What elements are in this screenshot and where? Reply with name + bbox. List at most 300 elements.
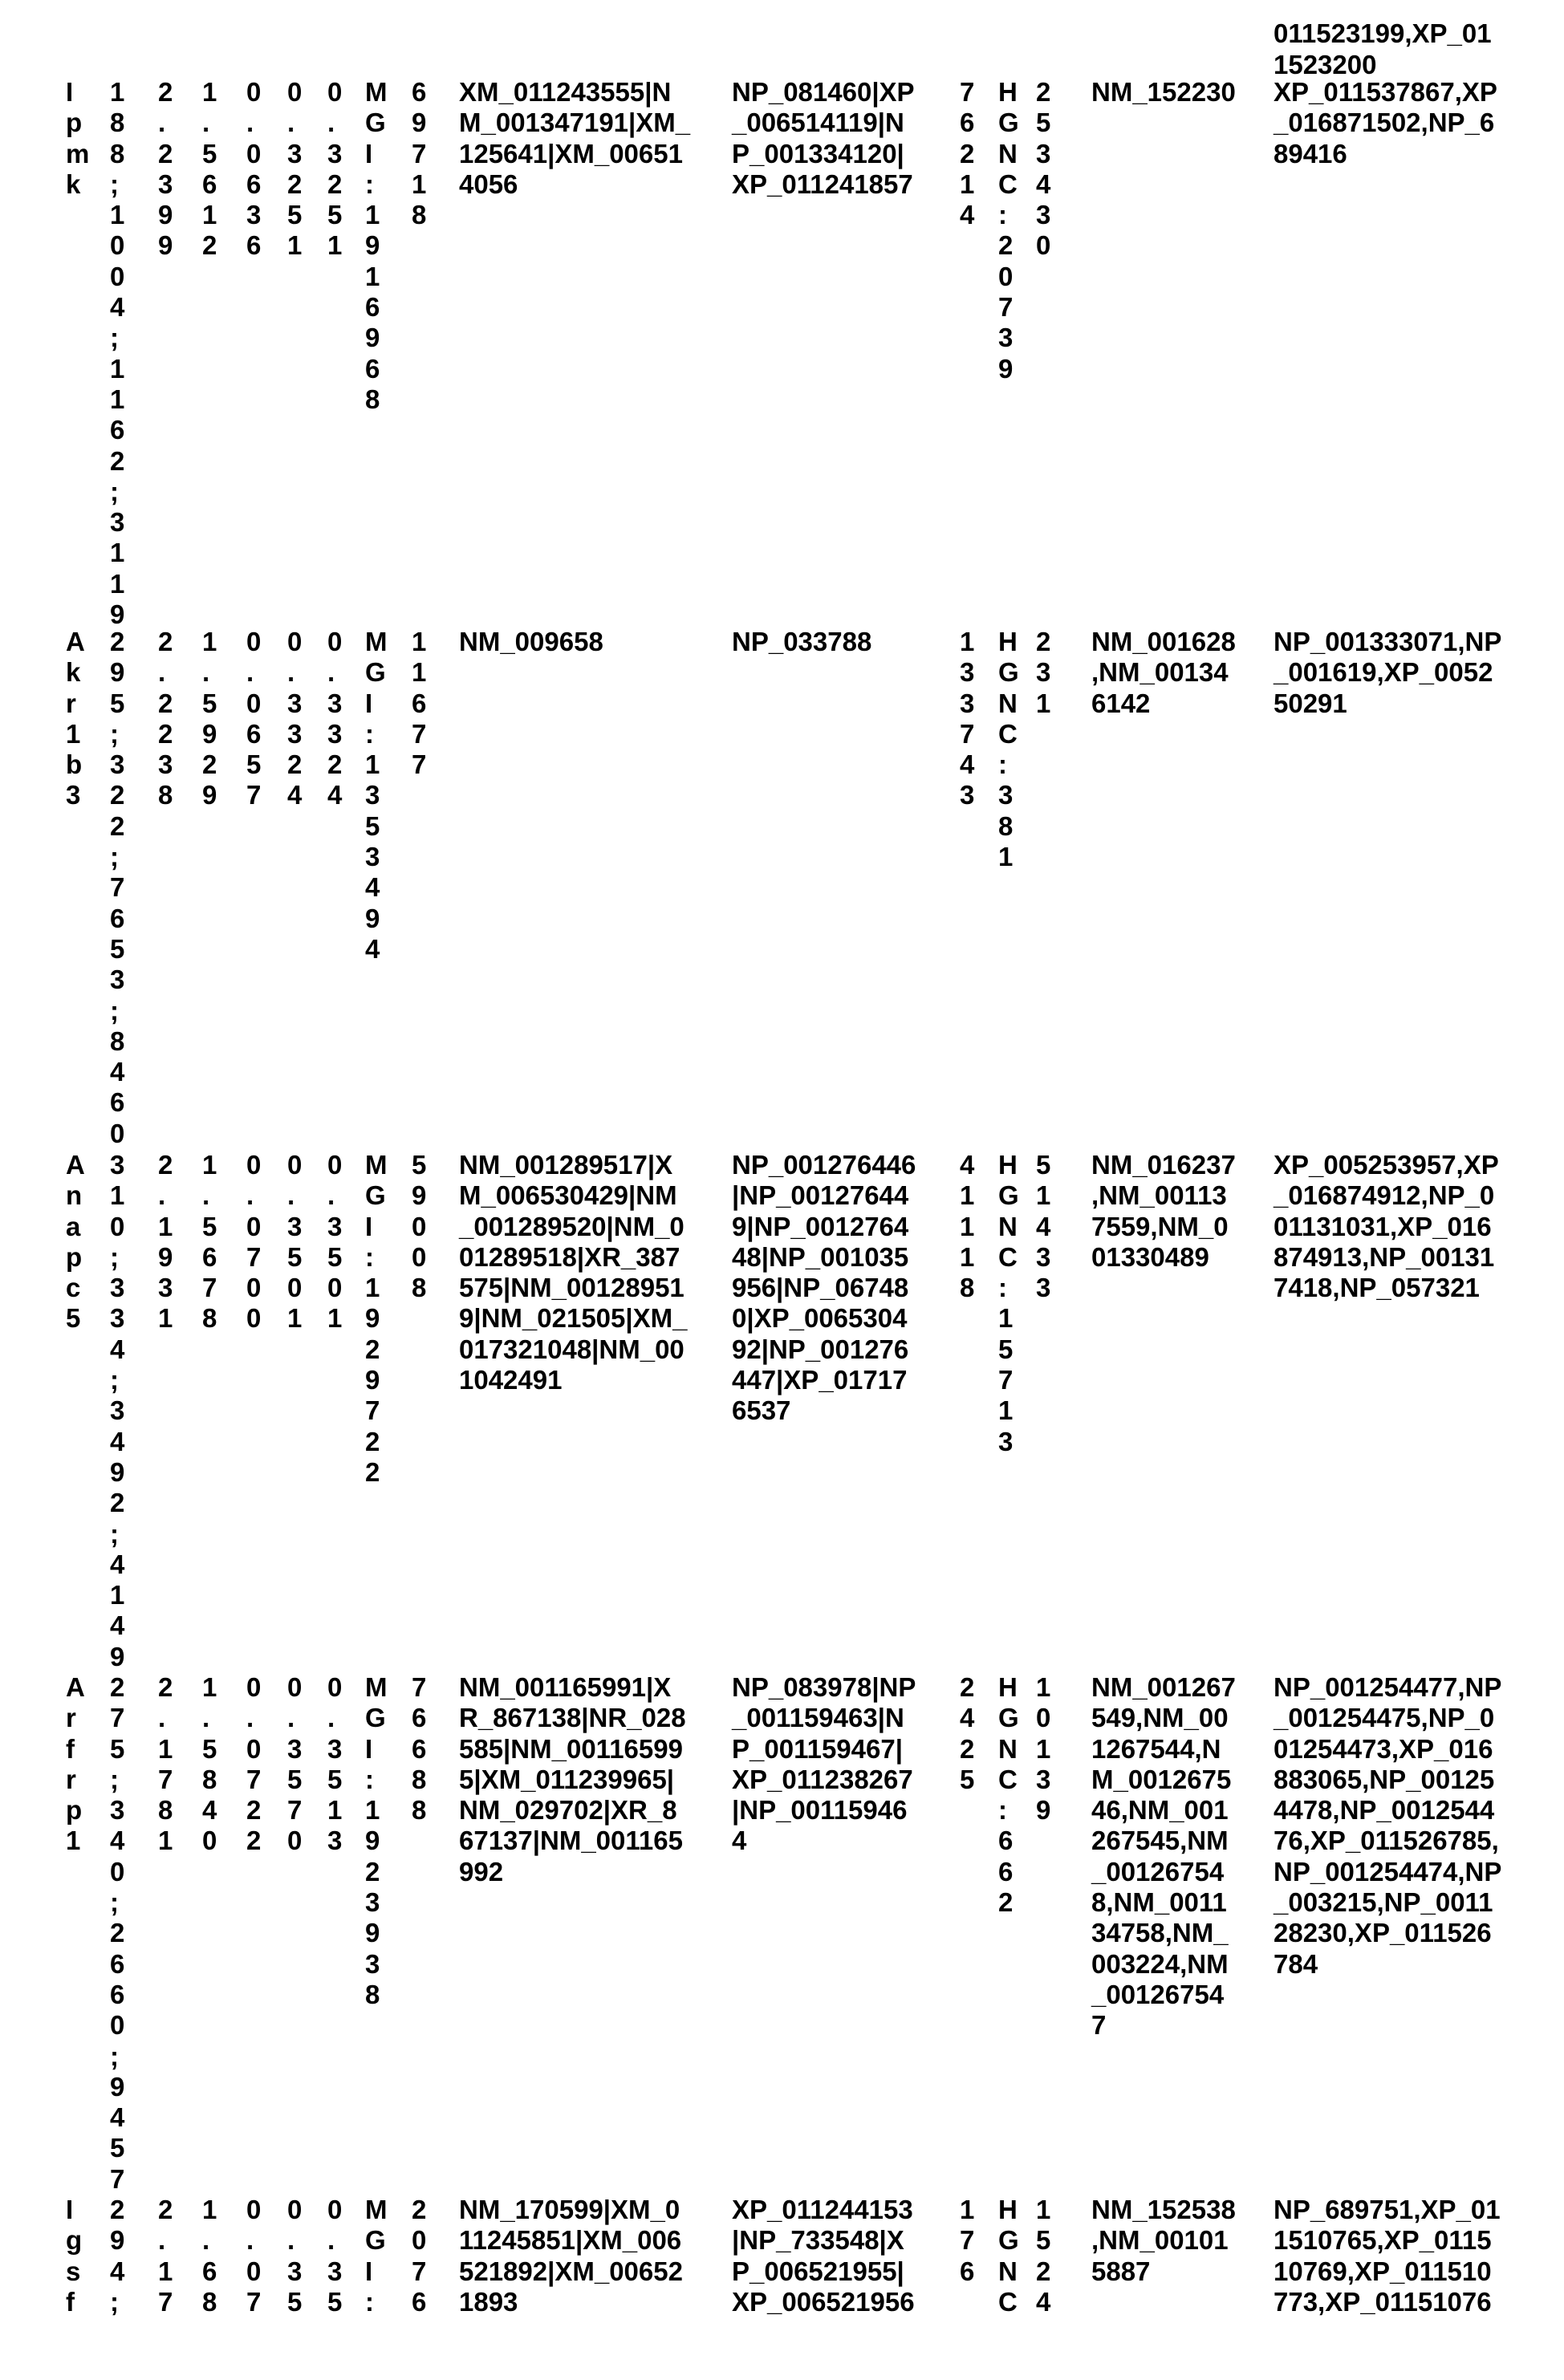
cell-line: G xyxy=(998,2225,1019,2256)
cell-human-proteins xyxy=(1274,0,1492,80)
cell-transcript-ids xyxy=(459,77,690,200)
cell-line: 0 xyxy=(246,1672,262,1702)
cell-line: 4 xyxy=(110,2256,125,2286)
cell-line: 7 xyxy=(412,138,427,169)
cell-line: 1 xyxy=(1036,1733,1051,1764)
cell-line: 3 xyxy=(327,688,343,718)
cell-line: 0 xyxy=(246,1733,262,1764)
cell-line: 7 xyxy=(960,718,975,749)
cell-line: 6 xyxy=(365,292,380,323)
cell-line: 549,NM_00 xyxy=(1091,1703,1229,1733)
cell-line: 5 xyxy=(1036,2225,1051,2256)
cell-line: 9 xyxy=(158,1241,173,1272)
cell-human-entrez-id xyxy=(1036,2195,1050,2317)
cell-line: _001254475,NP_0 xyxy=(1274,1703,1495,1733)
cell-line: NP_001254474,NP xyxy=(1274,1856,1502,1887)
cell-line: R_867138|NR_028 xyxy=(459,1703,686,1733)
cell-line: . xyxy=(202,1180,210,1211)
cell-line: . xyxy=(202,657,210,688)
cell-line: 5|XM_011239965| xyxy=(459,1764,675,1794)
cell-entrez-id xyxy=(412,627,426,780)
cell-line: m xyxy=(66,138,90,169)
cell-line: k xyxy=(66,657,81,688)
cell-line: 2 xyxy=(1036,627,1051,656)
cell-line: 50291 xyxy=(1274,688,1347,718)
cell-line: 0 xyxy=(327,1273,343,1303)
cell-line: ; xyxy=(110,842,119,872)
cell-line: 4 xyxy=(960,200,975,230)
cell-human-transcripts xyxy=(1091,627,1236,719)
cell-line: 2 xyxy=(960,1733,975,1764)
cell-line: . xyxy=(287,1180,295,1211)
cell-line: 8 xyxy=(412,1795,427,1826)
cell-line: 3 xyxy=(327,2256,343,2286)
cell-line: M_001347191|XM_ xyxy=(459,108,691,138)
cell-line: 2 xyxy=(110,810,125,841)
cell-human-transcripts xyxy=(1091,77,1236,108)
cell-line: 4 xyxy=(365,933,380,964)
cell-line: I xyxy=(365,2256,373,2286)
cell-line: 575|NM_00128951 xyxy=(459,1273,685,1303)
cell-line: 3 xyxy=(365,842,380,872)
cell-line: 2 xyxy=(327,749,343,780)
cell-value-a xyxy=(158,2195,173,2317)
cell-transcript-ids xyxy=(459,1150,687,1395)
cell-line: 3 xyxy=(287,718,303,749)
cell-line: 3 xyxy=(110,1303,125,1334)
cell-human-transcripts xyxy=(1091,1150,1236,1273)
cell-line: 0 xyxy=(110,230,125,261)
cell-line: 1510765,XP_0115 xyxy=(1274,2225,1492,2256)
cell-line: _001619,XP_0052 xyxy=(1274,657,1493,688)
cell-line: 9 xyxy=(110,1641,125,1671)
cell-line: 2 xyxy=(246,1795,262,1826)
cell-line: M_006530429|NM xyxy=(459,1180,677,1211)
cell-line: 1 xyxy=(202,1150,217,1180)
cell-line: : xyxy=(365,1764,374,1794)
cell-line: N xyxy=(998,1211,1018,1241)
cell-line: 1 xyxy=(1036,688,1051,718)
cell-line: g xyxy=(66,2225,83,2256)
cell-line: 0 xyxy=(287,2195,303,2224)
cell-line: N xyxy=(998,1733,1018,1764)
cell-line: 1 xyxy=(158,1826,173,1856)
cell-line: ,NM_00113 xyxy=(1091,1180,1227,1211)
cell-line: 2 xyxy=(110,445,125,476)
cell-line: _001159463|N xyxy=(732,1703,904,1733)
cell-line: 2 xyxy=(1036,77,1051,107)
cell-line: 3 xyxy=(1036,1764,1051,1794)
cell-line: 3 xyxy=(327,138,343,169)
cell-entrez-id xyxy=(412,77,426,230)
cell-line: P_001334120| xyxy=(732,138,904,169)
cell-line: c xyxy=(66,1273,81,1303)
cell-line: 0 xyxy=(287,1273,303,1303)
cell-mgi-id xyxy=(365,2195,388,2317)
cell-line: 6537 xyxy=(732,1395,791,1426)
cell-line: 5 xyxy=(202,688,217,718)
cell-line: 0 xyxy=(110,1856,125,1887)
cell-line: 1 xyxy=(202,77,217,107)
cell-line: 017321048|NM_00 xyxy=(459,1334,685,1364)
cell-line: 7 xyxy=(246,780,262,810)
cell-line: 3 xyxy=(110,749,125,780)
cell-line: 11245851|XM_006 xyxy=(459,2225,682,2256)
cell-mgi-id xyxy=(365,1672,388,2010)
cell-line: 956|NP_06748 xyxy=(732,1273,909,1303)
cell-line: 5 xyxy=(365,810,380,841)
cell-line: 7 xyxy=(998,1365,1014,1395)
cell-hgnc-id xyxy=(998,2195,1019,2317)
cell-line: 6 xyxy=(412,2286,427,2317)
cell-line: 9 xyxy=(158,230,173,261)
cell-line: 0 xyxy=(287,627,303,656)
cell-line: 4 xyxy=(110,1549,125,1579)
cell-ids xyxy=(110,2195,124,2317)
cell-line: 5887 xyxy=(1091,2256,1151,2286)
cell-line: 2 xyxy=(365,1456,380,1487)
cell-line: . xyxy=(327,108,335,138)
cell-value-b xyxy=(202,2195,217,2317)
cell-line: 6 xyxy=(202,1241,217,1272)
cell-line: : xyxy=(365,2286,374,2317)
cell-gene-symbol xyxy=(66,2195,82,2317)
cell-line: 1 xyxy=(66,1826,81,1856)
cell-homolog-id xyxy=(960,1150,974,1303)
cell-line: 125641|XM_00651 xyxy=(459,138,683,169)
cell-line: 8 xyxy=(365,1979,380,2009)
cell-line: 3 xyxy=(110,507,125,538)
cell-line: 1 xyxy=(365,261,380,291)
cell-line: 6142 xyxy=(1091,688,1151,718)
cell-line: _003215,NP_0011 xyxy=(1274,1887,1493,1918)
cell-line: C xyxy=(998,1241,1018,1272)
cell-line: 2 xyxy=(110,1672,125,1702)
cell-human-entrez-id xyxy=(1036,1150,1050,1303)
cell-line: a xyxy=(66,1211,81,1241)
cell-line: 1 xyxy=(1036,1180,1051,1211)
cell-line: : xyxy=(998,1273,1007,1303)
cell-line: XP_011537867,XP xyxy=(1274,77,1497,107)
cell-line: 46,NM_001 xyxy=(1091,1795,1229,1826)
cell-line: M xyxy=(365,627,388,656)
cell-entrez-id xyxy=(412,1672,426,1826)
cell-line: _001289520|NM_0 xyxy=(459,1211,685,1241)
cell-line: 0 xyxy=(327,1672,343,1702)
cell-line: 3 xyxy=(327,1211,343,1241)
cell-line: 883065,NP_00125 xyxy=(1274,1764,1495,1794)
cell-protein-ids xyxy=(732,1672,916,1857)
cell-value-b xyxy=(202,627,217,811)
cell-line: 0 xyxy=(246,2256,262,2286)
cell-line: 3 xyxy=(287,1733,303,1764)
cell-gene-symbol xyxy=(66,1672,85,1857)
cell-line: 2 xyxy=(287,169,303,199)
cell-line: 28230,XP_011526 xyxy=(1274,1918,1492,1948)
cell-line: 0 xyxy=(287,77,303,107)
cell-line: 9 xyxy=(110,2071,125,2102)
cell-line: 0 xyxy=(246,2195,262,2224)
cell-line: 1 xyxy=(365,1795,380,1826)
cell-line: G xyxy=(998,1180,1019,1211)
cell-line: NP_033788 xyxy=(732,627,872,656)
cell-line: 2 xyxy=(246,1826,262,1856)
cell-line: 6 xyxy=(412,1703,427,1733)
cell-line: NP_083978|NP xyxy=(732,1672,916,1702)
cell-line: . xyxy=(202,1703,210,1733)
cell-line: 7 xyxy=(158,2286,173,2317)
cell-value-a xyxy=(158,1672,173,1857)
cell-line: 5 xyxy=(202,1733,217,1764)
cell-line: 3 xyxy=(998,780,1014,810)
cell-line: 1 xyxy=(412,657,427,688)
cell-line: 5 xyxy=(110,933,125,964)
cell-line: 1 xyxy=(110,1180,125,1211)
cell-line: 0 xyxy=(246,1273,262,1303)
cell-line: 7 xyxy=(246,1241,262,1272)
cell-line: A xyxy=(66,1150,85,1180)
cell-line: 3 xyxy=(327,1733,343,1764)
cell-value-e xyxy=(327,627,342,811)
cell-line: 1 xyxy=(960,1241,975,1272)
cell-line: C xyxy=(998,718,1018,749)
cell-line: NM_170599|XM_0 xyxy=(459,2195,680,2224)
cell-line: _00126754 xyxy=(1091,1979,1225,2009)
cell-line: ; xyxy=(110,169,119,199)
cell-ids xyxy=(110,1150,124,1672)
cell-value-e xyxy=(327,2195,342,2317)
cell-value-a xyxy=(158,627,173,811)
cell-line: G xyxy=(998,657,1019,688)
cell-line: . xyxy=(287,1703,295,1733)
cell-line: XP_011238267 xyxy=(732,1764,913,1794)
cell-line: 6 xyxy=(365,353,380,384)
cell-line: N xyxy=(998,2256,1018,2286)
cell-transcript-ids xyxy=(459,627,603,657)
cell-line: 6 xyxy=(960,2256,975,2286)
cell-line: G xyxy=(365,1703,386,1733)
cell-line: ; xyxy=(110,1365,119,1395)
cell-line: 5 xyxy=(110,2133,125,2163)
cell-line: M xyxy=(365,77,388,107)
cell-line: 5 xyxy=(246,749,262,780)
cell-line: 1 xyxy=(110,77,125,107)
cell-hgnc-id xyxy=(998,627,1019,872)
cell-line: ; xyxy=(110,1518,119,1549)
cell-line: 5 xyxy=(110,688,125,718)
cell-line: 1 xyxy=(110,353,125,384)
cell-line: 3 xyxy=(287,138,303,169)
cell-line: 0 xyxy=(246,1150,262,1180)
cell-line: NM_001165991|X xyxy=(459,1672,672,1702)
cell-value-b xyxy=(202,1672,217,1857)
cell-value-d xyxy=(287,627,302,811)
cell-line: 1 xyxy=(365,749,380,780)
cell-line: s xyxy=(66,2256,81,2286)
cell-line: 8 xyxy=(110,1026,125,1056)
cell-line: 01289518|XR_387 xyxy=(459,1241,680,1272)
cell-line: . xyxy=(246,2225,254,2256)
cell-line: 1 xyxy=(66,718,81,749)
cell-line: 2 xyxy=(110,780,125,810)
cell-line: 1 xyxy=(960,1180,975,1211)
cell-line: H xyxy=(998,2195,1018,2224)
cell-line: 9 xyxy=(365,1365,380,1395)
cell-line: 9 xyxy=(998,353,1014,384)
cell-line: 5 xyxy=(960,1764,975,1794)
cell-line: 3 xyxy=(327,1826,343,1856)
cell-line: . xyxy=(327,2225,335,2256)
cell-line: 9 xyxy=(365,323,380,353)
cell-line: r xyxy=(66,1764,76,1794)
cell-value-d xyxy=(287,1150,302,1334)
cell-line: 7559,NM_0 xyxy=(1091,1211,1229,1241)
cell-line: 0 xyxy=(246,77,262,107)
cell-line: 8 xyxy=(960,1273,975,1303)
cell-line: k xyxy=(66,169,81,199)
cell-line: 1 xyxy=(998,1303,1014,1334)
cell-line: 874913,NP_00131 xyxy=(1274,1241,1495,1272)
cell-line: 1 xyxy=(158,1211,173,1241)
cell-line: P_006521955| xyxy=(732,2256,904,2286)
cell-ids xyxy=(110,1672,124,2195)
cell-line: 1 xyxy=(110,1580,125,1610)
cell-human-entrez-id xyxy=(1036,627,1050,719)
cell-line: 1 xyxy=(327,1303,343,1334)
cell-line: 2 xyxy=(365,1334,380,1364)
cell-line: 76,XP_011526785, xyxy=(1274,1826,1499,1856)
cell-line: H xyxy=(998,627,1018,656)
cell-line: 5 xyxy=(327,1764,343,1794)
cell-line: 1 xyxy=(998,842,1014,872)
cell-line: M_0012675 xyxy=(1091,1764,1232,1794)
cell-line: XM_011243555|N xyxy=(459,77,672,107)
cell-line: 1 xyxy=(1036,2195,1051,2224)
cell-line: |NP_733548|X xyxy=(732,2225,904,2256)
cell-line: 8 xyxy=(158,780,173,810)
cell-protein-ids xyxy=(732,627,871,657)
cell-line: 7 xyxy=(960,77,975,107)
cell-line: ; xyxy=(110,2286,119,2317)
cell-line: 1 xyxy=(960,627,975,656)
cell-line: 3 xyxy=(365,1948,380,1979)
cell-line: 1 xyxy=(202,2195,217,2224)
cell-human-proteins xyxy=(1274,627,1501,719)
cell-line: 7 xyxy=(412,2256,427,2286)
cell-line: C xyxy=(998,1764,1018,1794)
cell-value-c xyxy=(246,1150,261,1334)
cell-line: f xyxy=(66,1733,75,1764)
cell-line: 9 xyxy=(412,1180,427,1211)
cell-line: 3 xyxy=(158,169,173,199)
cell-line: 9 xyxy=(110,2225,125,2256)
cell-line: 5 xyxy=(110,1733,125,1764)
cell-line: 6 xyxy=(202,169,217,199)
cell-line: XP_011241857 xyxy=(732,169,913,199)
cell-line: 3 xyxy=(158,1273,173,1303)
cell-line: p xyxy=(66,1241,83,1272)
cell-line: 3 xyxy=(158,749,173,780)
cell-line: 1893 xyxy=(459,2286,518,2317)
cell-line: 2 xyxy=(998,230,1014,261)
cell-value-d xyxy=(287,2195,302,2317)
cell-line: G xyxy=(365,657,386,688)
cell-line: 9 xyxy=(412,108,427,138)
cell-line: 1 xyxy=(412,627,427,656)
cell-line: : xyxy=(998,749,1007,780)
cell-line: 1 xyxy=(960,169,975,199)
cell-line: 0 xyxy=(327,77,343,107)
cell-line: 773,XP_01151076 xyxy=(1274,2286,1492,2317)
cell-line: 2 xyxy=(412,2195,427,2224)
cell-line: n xyxy=(66,1180,83,1211)
cell-hgnc-id xyxy=(998,1150,1019,1457)
cell-line: 1 xyxy=(110,538,125,568)
cell-line: 5 xyxy=(287,1764,303,1794)
cell-line: 3 xyxy=(246,200,262,230)
cell-line: M xyxy=(365,1150,388,1180)
cell-line: 0 xyxy=(246,1211,262,1241)
cell-line: 5 xyxy=(202,1211,217,1241)
cell-line: 5 xyxy=(1036,1150,1051,1180)
cell-line: 4 xyxy=(960,749,975,780)
cell-line: ; xyxy=(110,2041,119,2071)
cell-line: . xyxy=(287,2225,295,2256)
cell-value-a xyxy=(158,77,173,262)
cell-line: 6 xyxy=(412,1733,427,1764)
cell-line: 2 xyxy=(202,749,217,780)
cell-line: . xyxy=(246,1180,254,1211)
cell-line: 4 xyxy=(110,1610,125,1641)
cell-line: 0 xyxy=(998,261,1014,291)
cell-line: . xyxy=(246,657,254,688)
cell-line: 6 xyxy=(998,1826,1014,1856)
cell-line: 5 xyxy=(287,1241,303,1272)
cell-line: NM_009658 xyxy=(459,627,603,656)
cell-line: 5 xyxy=(202,138,217,169)
cell-mgi-id xyxy=(365,627,388,965)
cell-line: 8 xyxy=(998,810,1014,841)
cell-line: 585|NM_00116599 xyxy=(459,1733,683,1764)
cell-line: 67137|NM_001165 xyxy=(459,1826,683,1856)
cell-line: 1 xyxy=(110,200,125,230)
cell-line: 2 xyxy=(158,1150,173,1180)
cell-line: 7 xyxy=(202,1273,217,1303)
cell-homolog-id xyxy=(960,627,974,811)
cell-line: 0 xyxy=(1036,230,1051,261)
cell-line: : xyxy=(365,1241,374,1272)
cell-line: 6 xyxy=(246,169,262,199)
cell-line: 6 xyxy=(960,108,975,138)
cell-line: 9 xyxy=(110,1456,125,1487)
cell-homolog-id xyxy=(960,1672,974,1795)
cell-line: G xyxy=(365,2225,386,2256)
cell-line: NM_029702|XR_8 xyxy=(459,1795,677,1826)
cell-line: 0 xyxy=(110,2010,125,2041)
cell-line: I xyxy=(66,2195,74,2224)
cell-line: 8 xyxy=(412,1273,427,1303)
cell-entrez-id xyxy=(412,2195,426,2317)
cell-line: 2 xyxy=(1036,2256,1051,2286)
cell-line: NP_689751,XP_01 xyxy=(1274,2195,1501,2224)
cell-line: 3 xyxy=(1036,1241,1051,1272)
cell-line: 8 xyxy=(110,138,125,169)
cell-line: 2 xyxy=(287,749,303,780)
cell-entrez-id xyxy=(412,1150,426,1303)
cell-line: 2 xyxy=(158,77,173,107)
cell-line: _016874912,NP_0 xyxy=(1274,1180,1495,1211)
cell-line: 5 xyxy=(327,1241,343,1272)
